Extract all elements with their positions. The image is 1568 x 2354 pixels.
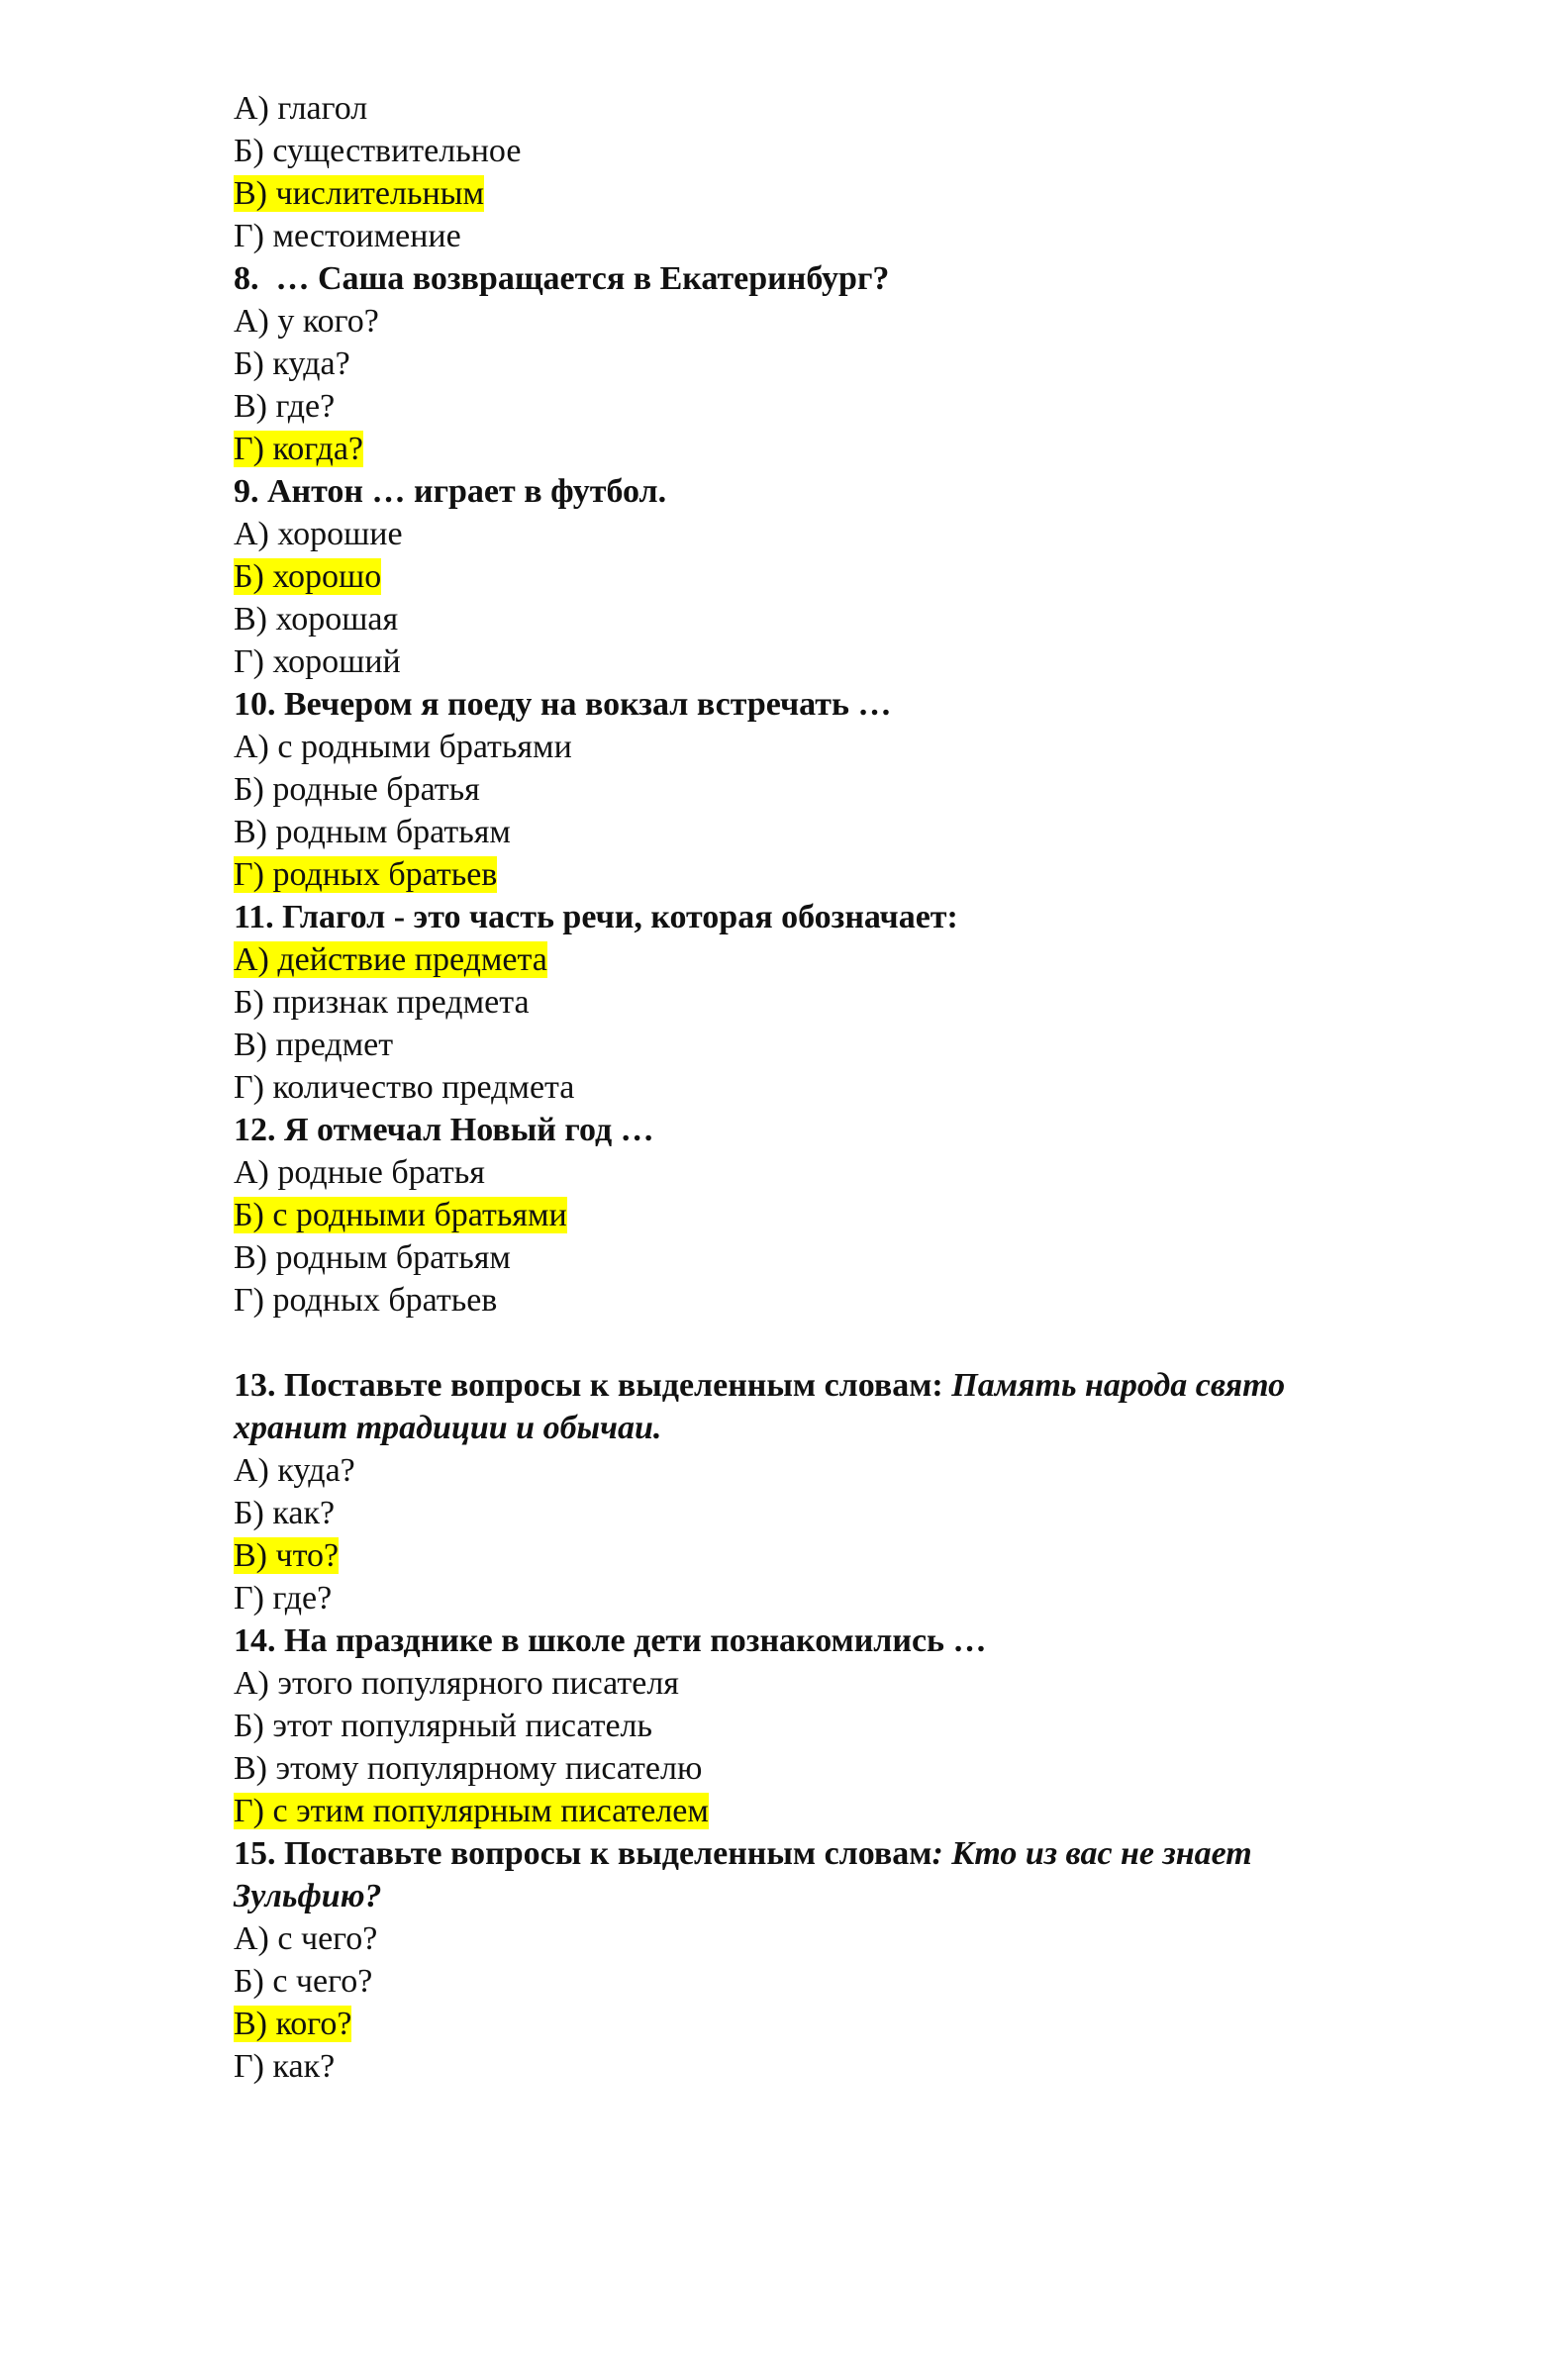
answer-option (234, 385, 1332, 428)
answer-option-text: В) хорошая (234, 601, 399, 638)
answer-option (234, 1534, 1332, 1577)
answer-option (234, 1279, 1332, 1322)
answer-option-text: Б) куда? (234, 345, 350, 382)
answer-option-text: Б) признак предмета (234, 984, 530, 1021)
question-block (234, 1364, 1332, 1619)
answer-option-text-highlighted: Г) родных братьев (234, 856, 498, 893)
answer-option-text: Б) существительное (234, 133, 522, 169)
question-italic-text: : Кто из вас не знает Зульфию? (234, 1835, 1278, 1914)
answer-option-text: В) этому популярному писателю (234, 1750, 703, 1787)
answer-option-text-highlighted: В) числительным (234, 175, 485, 212)
question-bold-text: 11. Глагол - это часть речи, которая обозначает: (234, 899, 958, 935)
question-bold-text: 15. Поставьте вопросы к выделенным словам (234, 1835, 932, 1872)
answer-option (234, 215, 1332, 257)
answer-option (234, 853, 1332, 896)
answer-option (234, 172, 1332, 215)
answer-option-text: А) куда? (234, 1452, 355, 1489)
answer-option-text: А) хорошие (234, 516, 403, 552)
question-block (234, 1832, 1332, 2088)
answer-option (234, 2003, 1332, 2045)
answer-option (234, 938, 1332, 981)
answer-option (234, 1917, 1332, 1960)
question-bold-text: 13. Поставьте вопросы к выделенным словам: (234, 1367, 952, 1404)
answer-option (234, 726, 1332, 768)
answer-option (234, 555, 1332, 598)
answer-option (234, 1790, 1332, 1832)
answer-option-text-highlighted: Б) хорошо (234, 558, 382, 595)
answer-option-text-highlighted: В) что? (234, 1537, 340, 1574)
question-text (234, 683, 1332, 726)
question-text (234, 470, 1332, 513)
question-italic-text: Память народа свято хранит традиции и обычаи. (234, 1367, 1294, 1446)
question-text (234, 1832, 1332, 1917)
answer-option-text-highlighted: Б) с родными братьями (234, 1197, 567, 1233)
answer-option (234, 1024, 1332, 1066)
question-text (234, 257, 1332, 300)
answer-option-text: Г) местоимение (234, 218, 461, 254)
question-block (234, 257, 1332, 470)
answer-option-text: Б) с чего? (234, 1963, 373, 2000)
question-block (234, 683, 1332, 896)
answer-option-text-highlighted: Г) с этим популярным писателем (234, 1793, 709, 1829)
question-text (234, 1619, 1332, 1662)
answer-option-text: В) где? (234, 388, 336, 425)
answer-option (234, 1960, 1332, 2003)
answer-option (234, 1236, 1332, 1279)
answer-option (234, 1449, 1332, 1492)
question-bold-text: 14. На празднике в школе дети познакомились … (234, 1622, 987, 1659)
answer-option (234, 598, 1332, 640)
answer-option-text: В) предмет (234, 1027, 394, 1063)
answer-option (234, 343, 1332, 385)
answer-option (234, 428, 1332, 470)
question-text (234, 896, 1332, 938)
answer-option (234, 1747, 1332, 1790)
question-block (234, 1619, 1332, 1832)
quiz-content (234, 87, 1332, 2088)
question-block (234, 87, 1332, 257)
question-block (234, 896, 1332, 1109)
question-text (234, 1109, 1332, 1151)
answer-option-text: Г) хороший (234, 643, 401, 680)
answer-option (234, 1151, 1332, 1194)
answer-option (234, 768, 1332, 811)
question-bold-text: 9. Антон … играет в футбол. (234, 473, 667, 510)
answer-option (234, 1492, 1332, 1534)
question-block (234, 470, 1332, 683)
answer-option (234, 1066, 1332, 1109)
question-bold-text: 12. Я отмечал Новый год … (234, 1112, 654, 1148)
answer-option-text: Б) этот популярный писатель (234, 1708, 653, 1744)
blank-line (234, 1322, 1332, 1364)
answer-option-text: Г) где? (234, 1580, 333, 1617)
answer-option (234, 130, 1332, 172)
answer-option (234, 1662, 1332, 1705)
answer-option-text: Г) родных братьев (234, 1282, 498, 1319)
question-text (234, 1364, 1332, 1449)
answer-option-text: А) с родными братьями (234, 729, 572, 765)
answer-option (234, 300, 1332, 343)
question-block (234, 1109, 1332, 1322)
answer-option-text: А) родные братья (234, 1154, 485, 1191)
answer-option-text-highlighted: Г) когда? (234, 431, 364, 467)
question-bold-text: 8. … Саша возвращается в Екатеринбург? (234, 260, 890, 297)
answer-option-text: В) родным братьям (234, 814, 511, 850)
answer-option-text: Г) как? (234, 2048, 336, 2085)
answer-option (234, 1194, 1332, 1236)
answer-option-text: А) глагол (234, 90, 368, 127)
answer-option-text-highlighted: В) кого? (234, 2006, 352, 2042)
answer-option-text: Б) как? (234, 1495, 336, 1531)
answer-option (234, 513, 1332, 555)
answer-option-text: В) родным братьям (234, 1239, 511, 1276)
answer-option (234, 981, 1332, 1024)
answer-option-text: А) у кого? (234, 303, 379, 340)
answer-option-text: А) с чего? (234, 1920, 378, 1957)
answer-option (234, 87, 1332, 130)
answer-option (234, 640, 1332, 683)
answer-option-text: Б) родные братья (234, 771, 480, 808)
answer-option (234, 2045, 1332, 2088)
answer-option-text-highlighted: А) действие предмета (234, 941, 547, 978)
answer-option (234, 811, 1332, 853)
answer-option-text: А) этого популярного писателя (234, 1665, 679, 1702)
answer-option (234, 1705, 1332, 1747)
answer-option-text: Г) количество предмета (234, 1069, 575, 1106)
answer-option (234, 1577, 1332, 1619)
question-bold-text: 10. Вечером я поеду на вокзал встречать … (234, 686, 892, 723)
